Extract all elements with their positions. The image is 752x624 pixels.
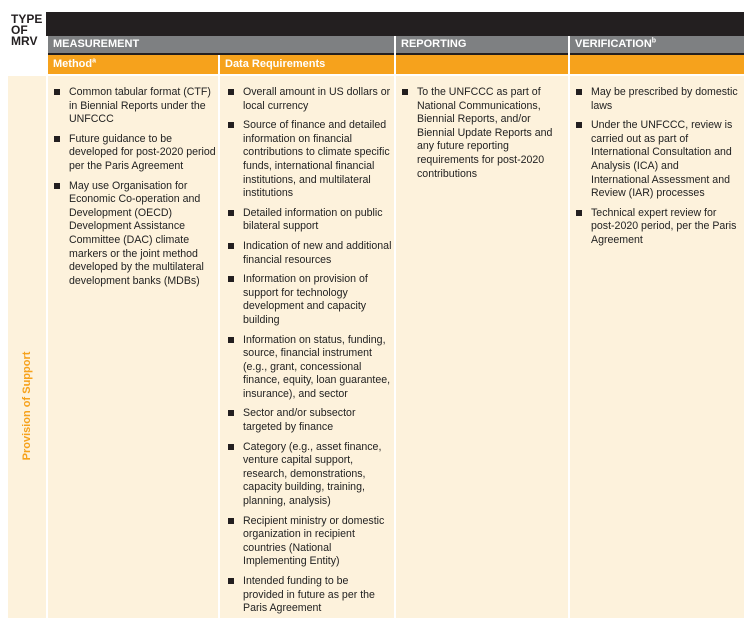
square-bullet-icon <box>228 243 234 249</box>
column-divider <box>46 36 48 618</box>
square-bullet-icon <box>228 518 234 524</box>
reporting-header-text: REPORTING <box>401 38 467 50</box>
verification-footnote-mark: b <box>651 37 657 45</box>
list-item-text: Source of finance and detailed information on financial contributions to climate specific funds, international financial institutions, and multilateral institutions <box>243 119 390 200</box>
list-item-text: May be prescribed by domestic laws <box>591 86 738 112</box>
list-item <box>226 407 392 434</box>
list-item <box>52 86 216 127</box>
list-item <box>52 133 216 174</box>
type-of-mrv-cell <box>8 12 46 70</box>
verification-header-text: VERIFICATION <box>575 38 652 50</box>
list-item <box>226 334 392 402</box>
list-item-text: Indication of new and additional financial resources <box>243 239 392 266</box>
list-item-text: Information on provision of support for technology development and capacity building <box>243 273 368 326</box>
type-of-mrv-label: TYPE OF MRV <box>11 12 43 48</box>
mrv-table <box>8 12 744 618</box>
square-bullet-icon <box>228 276 234 282</box>
data-requirements-column <box>226 86 392 622</box>
square-bullet-icon <box>228 410 234 416</box>
list-item <box>226 240 392 267</box>
measurement-header-text: MEASUREMENT <box>53 38 140 50</box>
row-label-provision-of-support: Provision of Support <box>21 351 33 461</box>
list-item <box>400 86 564 181</box>
list-item <box>574 207 738 248</box>
list-item-text: To the UNFCCC as part of National Communications, Biennial Reports, and/or Biennial Update Reports and any future reporting requirements for post-2020 contributions <box>417 86 553 180</box>
square-bullet-icon <box>54 136 60 142</box>
data-requirements-list <box>226 86 392 616</box>
reporting-column <box>400 86 564 187</box>
list-item-text: Recipient ministry or domestic organization in recipient countries (National Implementing Entity) <box>243 514 385 568</box>
list-item <box>226 207 392 234</box>
list-item-text: Category (e.g., asset finance, venture capital support, research, demonstrations, capacity building, training, planning, analysis) <box>243 440 382 508</box>
data-requirements-subheader-text: Data Requirements <box>225 58 326 70</box>
measurement-header <box>48 36 394 53</box>
verification-column <box>574 86 738 254</box>
list-item-text: Detailed information on public bilateral support <box>243 206 383 233</box>
column-divider <box>218 55 220 618</box>
list-item-text: Technical expert review for post-2020 period, per the Paris Agreement <box>591 206 737 246</box>
method-subheader <box>48 55 218 74</box>
reporting-header <box>396 36 568 53</box>
square-bullet-icon <box>228 337 234 343</box>
list-item <box>226 441 392 509</box>
list-item-text: May use Organisation for Economic Co-operation and Development (OECD) Development Assistance Committee (DAC) climate markers or the joint method developed by the multilateral development banks (MDBs) <box>69 179 204 287</box>
square-bullet-icon <box>402 89 408 95</box>
square-bullet-icon <box>54 183 60 189</box>
list-item <box>574 86 738 113</box>
column-divider <box>394 36 396 618</box>
list-item <box>226 273 392 327</box>
square-bullet-icon <box>228 578 234 584</box>
square-bullet-icon <box>228 210 234 216</box>
list-item-text: Sector and/or subsector targeted by finance <box>243 407 356 434</box>
data-requirements-subheader <box>220 55 394 74</box>
column-divider <box>568 36 570 618</box>
list-item <box>574 119 738 201</box>
square-bullet-icon <box>228 444 234 450</box>
square-bullet-icon <box>228 89 234 95</box>
list-item-text: Future guidance to be developed for post-2020 period per the Paris Agreement <box>69 132 216 172</box>
method-footnote-mark: a <box>92 57 97 65</box>
square-bullet-icon <box>576 89 582 95</box>
list-item <box>52 180 216 289</box>
list-item-text: Under the UNFCCC, review is carried out as part of International Consultation and Analysis (ICA) and International Assessment and Review (IAR) processes <box>591 119 733 200</box>
row-label-cell <box>8 76 46 618</box>
list-item-text: Common tabular format (CTF) in Biennial Reports under the UNFCCC <box>69 86 211 126</box>
list-item <box>226 86 392 113</box>
list-item-text: Information on status, funding, source, financial instrument (e.g., grant, concessional finance, equity, loan guarantee, insurance), and sector <box>243 333 391 400</box>
orange-band-right <box>396 55 744 74</box>
method-subheader-text: Method <box>53 58 93 70</box>
verification-header <box>570 36 744 53</box>
square-bullet-icon <box>228 122 234 128</box>
verification-list <box>574 86 738 248</box>
square-bullet-icon <box>54 89 60 95</box>
method-column <box>52 86 216 294</box>
reporting-list <box>400 86 564 181</box>
square-bullet-icon <box>576 122 582 128</box>
list-item-text: Intended funding to be provided in future as per the Paris Agreement <box>243 575 375 615</box>
list-item <box>226 575 392 616</box>
list-item <box>226 119 392 201</box>
list-item <box>226 515 392 569</box>
list-item-text: Overall amount in US dollars or local currency <box>243 86 391 112</box>
method-list <box>52 86 216 288</box>
square-bullet-icon <box>576 210 582 216</box>
